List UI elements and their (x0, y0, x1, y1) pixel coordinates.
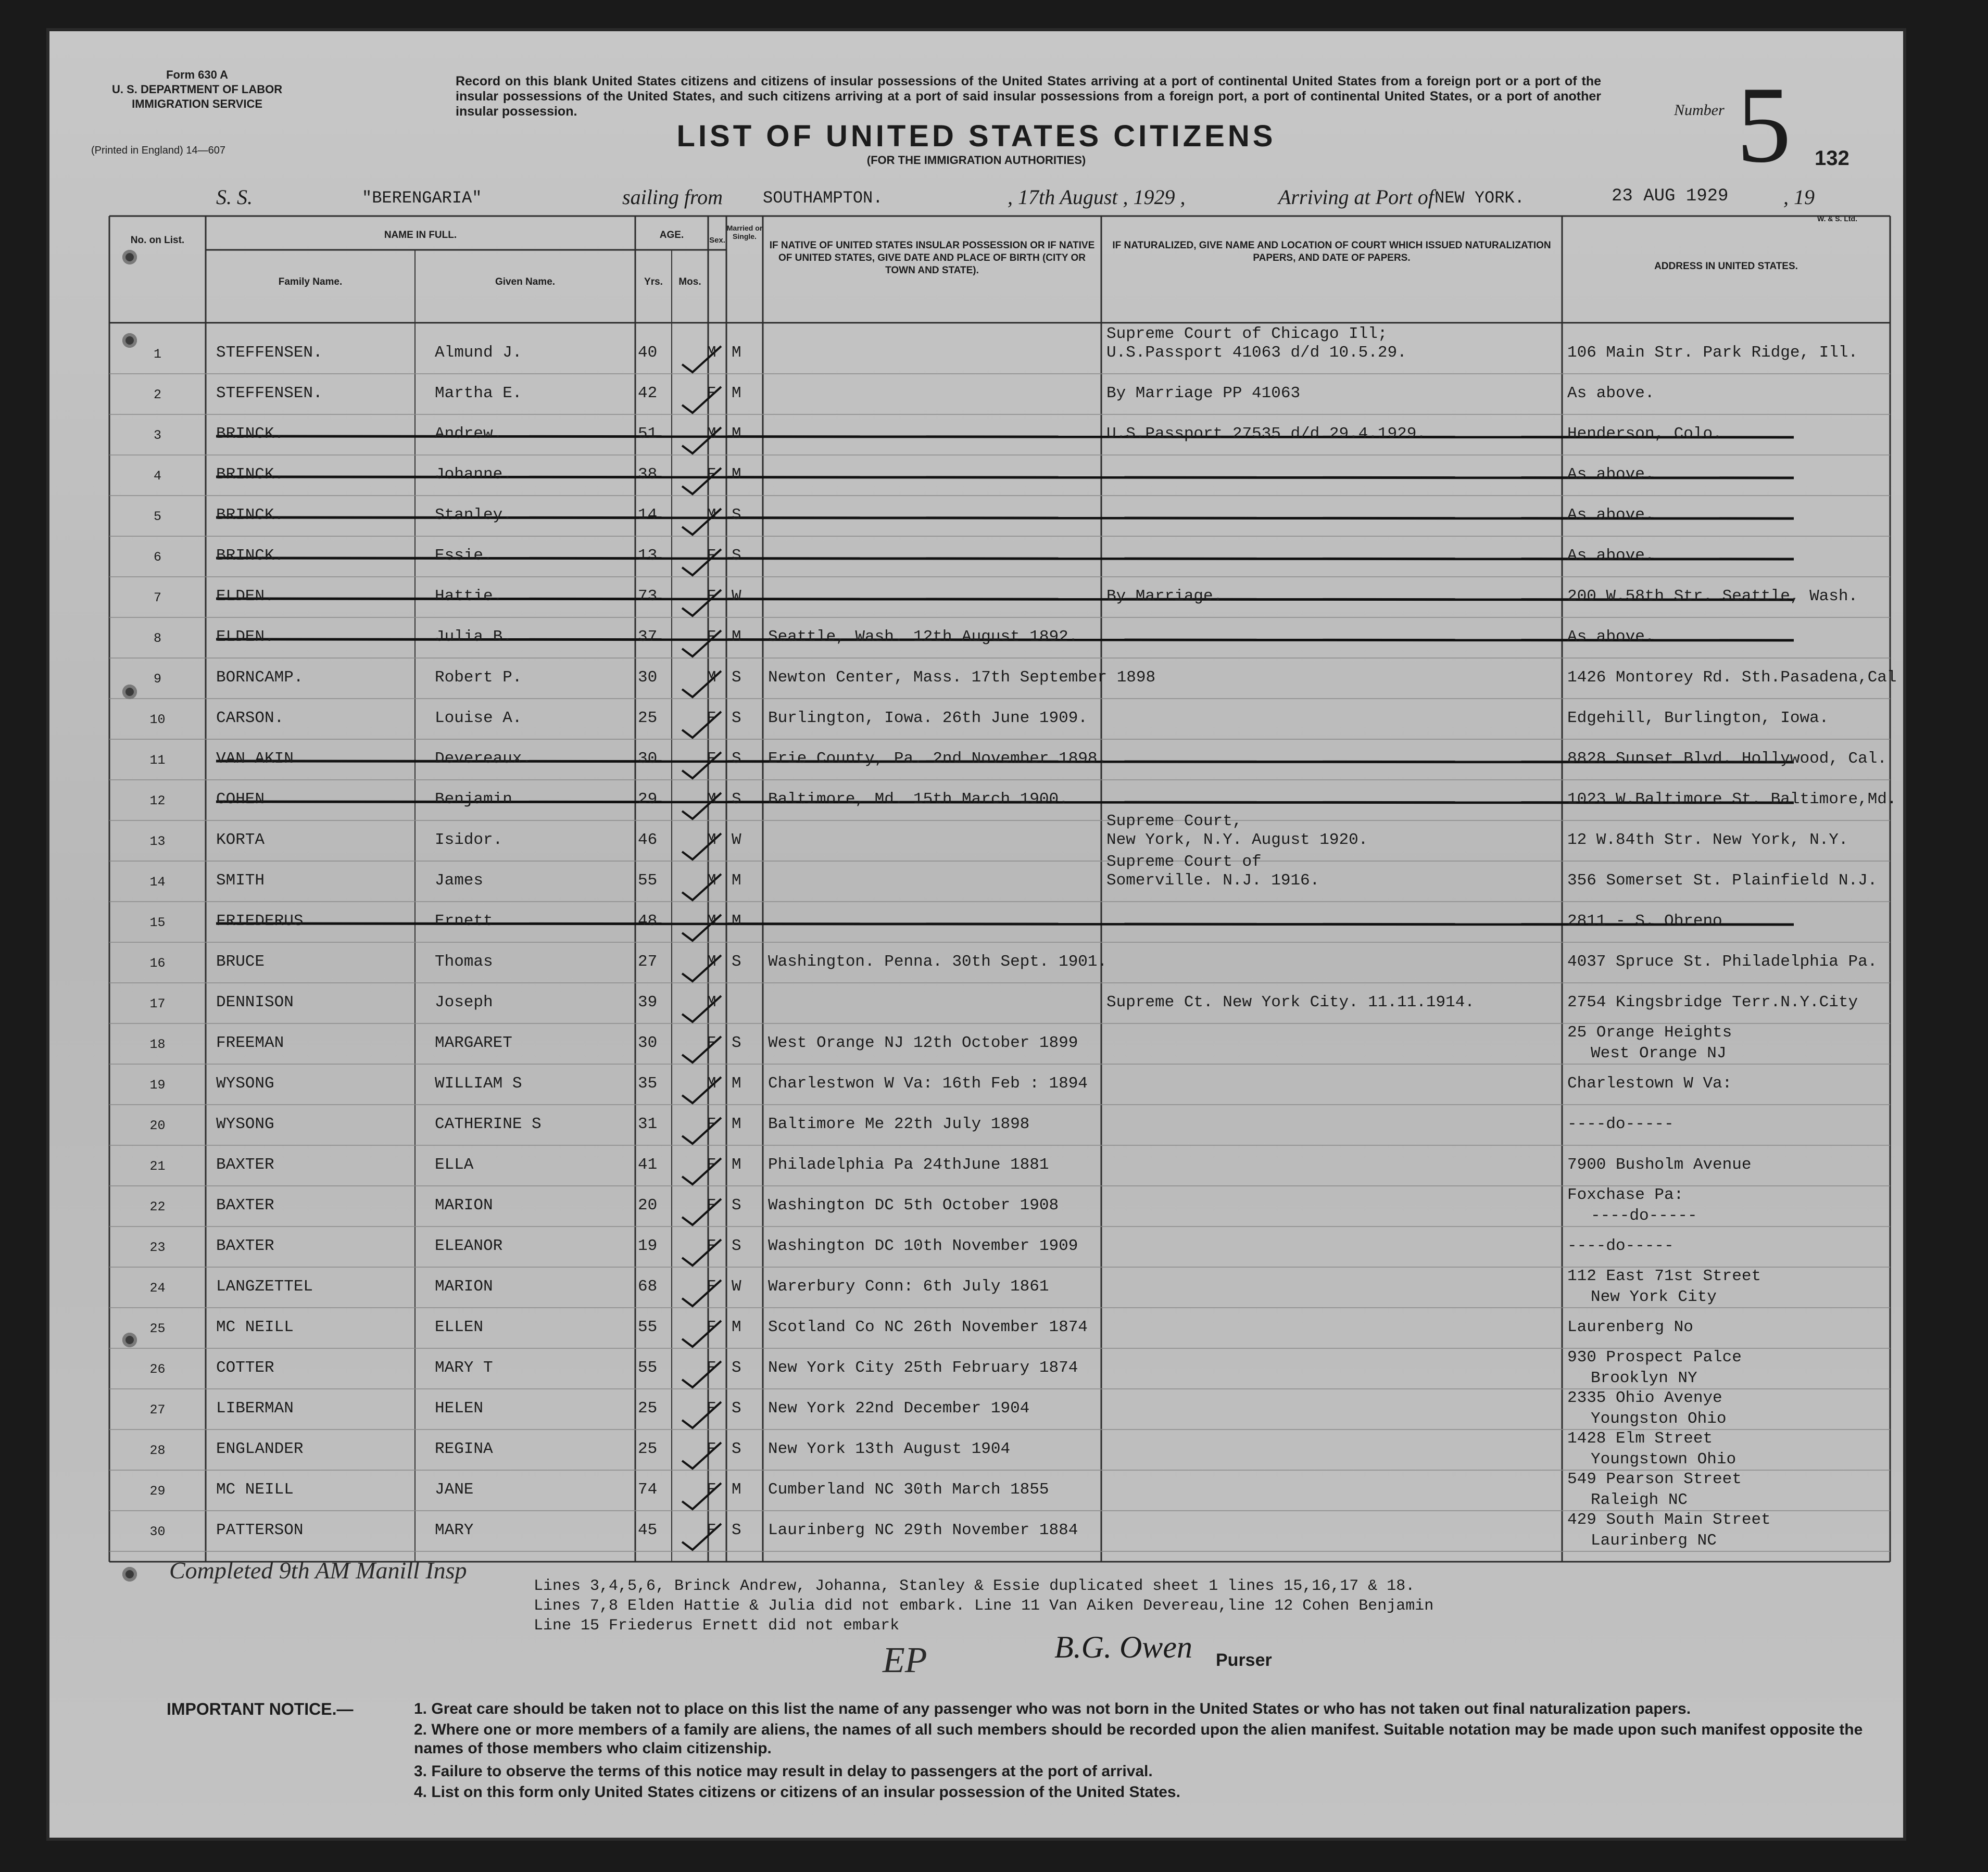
birth-place-date: Washington DC 5th October 1908 (768, 1196, 1059, 1215)
given-name: HELEN (435, 1399, 484, 1418)
marital-status: M (732, 912, 741, 930)
form-department: U. S. DEPARTMENT OF LABOR (112, 83, 283, 96)
row-number: 11 (149, 753, 166, 768)
family-name: COHEN (216, 790, 265, 808)
binder-hole (122, 1333, 137, 1347)
given-name: Stanley. (435, 506, 512, 524)
row-number: 2 (153, 387, 161, 402)
birth-place-date: Philadelphia Pa 24thJune 1881 (768, 1156, 1049, 1174)
family-name: CARSON. (216, 709, 284, 727)
marital-status: S (732, 1196, 741, 1215)
marital-status: S (732, 953, 741, 971)
sex: F (707, 1481, 716, 1499)
marital-status: S (732, 1034, 741, 1052)
marital-status: W (732, 1277, 741, 1296)
sex: M (707, 668, 716, 687)
given-name: ELEANOR (435, 1237, 503, 1255)
given-name: Almund J. (435, 344, 522, 362)
age-years: 27 (638, 953, 658, 971)
col-header-age: AGE. (659, 230, 684, 241)
given-name: CATHERINE S (435, 1115, 542, 1133)
naturalization-cont: Somerville. N.J. 1916. (1106, 871, 1320, 890)
naturalization: Supreme Court, (1106, 812, 1242, 830)
marital-status: M (732, 384, 741, 402)
given-name: Johanne. (435, 465, 512, 484)
marital-status: M (732, 628, 741, 646)
given-name: MARGARET (435, 1034, 512, 1052)
page-title: LIST OF UNITED STATES CITIZENS (676, 119, 1276, 153)
arrival-stamp: 23 AUG 1929 (1612, 186, 1729, 206)
family-name: MC NEILL (216, 1318, 294, 1336)
us-address: 1428 Elm Street (1567, 1430, 1713, 1448)
age-years: 55 (638, 871, 658, 890)
family-name: BAXTER (216, 1196, 274, 1215)
age-years: 29 (638, 790, 658, 808)
birth-place-date: Washington. Penna. 30th Sept. 1901. (768, 953, 1108, 971)
marital-status: M (732, 425, 741, 443)
row-number: 5 (153, 509, 161, 524)
us-address: 200 W.58th Str. Seattle, Wash. (1567, 587, 1858, 605)
us-address: As above. (1567, 547, 1655, 565)
us-address: Henderson, Colo. (1567, 425, 1722, 443)
given-name: Ernett (435, 912, 493, 930)
row-number: 12 (149, 793, 166, 808)
sex: F (707, 1440, 716, 1458)
naturalization: Supreme Ct. New York City. 11.11.1914. (1106, 993, 1475, 1011)
age-years: 68 (638, 1277, 658, 1296)
age-years: 55 (638, 1318, 658, 1336)
age-years: 37 (638, 628, 658, 646)
row-number: 1 (153, 347, 161, 362)
binder-hole (122, 1567, 137, 1582)
given-name: Devereaux. (435, 750, 532, 768)
marital-status: S (732, 1399, 741, 1418)
age-years: 45 (638, 1521, 658, 1539)
row-number: 18 (149, 1037, 166, 1052)
sex: F (707, 1318, 716, 1336)
age-years: 31 (638, 1115, 658, 1133)
us-address: Foxchase Pa: (1567, 1186, 1684, 1204)
birth-place-date: Warerbury Conn: 6th July 1861 (768, 1277, 1049, 1296)
marital-status: S (732, 790, 741, 808)
family-name: BRINCK. (216, 425, 284, 443)
birth-place-date: Laurinberg NC 29th November 1884 (768, 1521, 1078, 1539)
col-header-yrs: Yrs. (644, 276, 663, 287)
row-number: 16 (149, 956, 166, 971)
us-address-cont: West Orange NJ (1591, 1044, 1727, 1063)
col-header-family: Family Name. (278, 276, 343, 287)
marital-status: M (732, 1156, 741, 1174)
us-address: 429 South Main Street (1567, 1511, 1771, 1529)
birth-place-date: Burlington, Iowa. 26th June 1909. (768, 709, 1088, 727)
age-years: 39 (638, 993, 658, 1011)
age-years: 13 (638, 547, 658, 565)
marital-status: M (732, 1074, 741, 1093)
sex: M (707, 344, 716, 362)
us-address: Charlestown W Va: (1567, 1074, 1732, 1093)
family-name: BAXTER (216, 1156, 274, 1174)
family-name: FRIEDERUS (216, 912, 304, 930)
notice-item: 1. Great care should be taken not to place on this list the name of any passenger who was not born in the United States or who has not taken out final naturalization papers. (414, 1700, 1691, 1717)
col-header-married: Married or Single. (726, 224, 763, 241)
family-name: SMITH (216, 871, 265, 890)
age-years: 35 (638, 1074, 658, 1093)
age-years: 25 (638, 1399, 658, 1418)
marital-status: S (732, 1440, 741, 1458)
sex: M (707, 831, 716, 849)
sailing-from-label: sailing from (622, 185, 723, 209)
given-name: MARION (435, 1196, 493, 1215)
us-address: As above. (1567, 628, 1655, 646)
given-name: Julia B. (435, 628, 512, 646)
arriving-label: Arriving at Port of (1278, 185, 1434, 209)
given-name: ELLEN (435, 1318, 484, 1336)
sex: F (707, 750, 716, 768)
given-name: Martha E. (435, 384, 522, 402)
given-name: MARY (435, 1521, 474, 1539)
us-address: As above. (1567, 465, 1655, 484)
age-years: 25 (638, 1440, 658, 1458)
marital-status: S (732, 506, 741, 524)
family-name: FREEMAN (216, 1034, 284, 1052)
col-header-address: ADDRESS IN UNITED STATES. (1654, 261, 1798, 272)
us-address-cont: New York City (1591, 1288, 1717, 1306)
form-number: Form 630 A (166, 68, 229, 81)
sex: M (707, 790, 716, 808)
us-address: 549 Pearson Street (1567, 1470, 1742, 1488)
page-subtitle: (FOR THE IMMIGRATION AUTHORITIES) (866, 154, 1086, 167)
sex: F (707, 384, 716, 402)
age-years: 19 (638, 1237, 658, 1255)
family-name: WYSONG (216, 1074, 274, 1093)
sex: M (707, 953, 716, 971)
family-name: BAXTER (216, 1237, 274, 1255)
age-years: 41 (638, 1156, 658, 1174)
handwritten-initials: EP (883, 1640, 927, 1680)
birth-place-date: New York 22nd December 1904 (768, 1399, 1030, 1418)
family-name: STEFFENSEN. (216, 344, 323, 362)
us-address: 4037 Spruce St. Philadelphia Pa. (1567, 953, 1878, 971)
marital-status: S (732, 1359, 741, 1377)
row-number: 4 (153, 469, 161, 484)
age-years: 30 (638, 750, 658, 768)
us-address: ----do----- (1567, 1237, 1674, 1255)
family-name: STEFFENSEN. (216, 384, 323, 402)
sex: F (707, 1277, 716, 1296)
row-number: 30 (149, 1524, 166, 1539)
row-number: 15 (149, 915, 166, 930)
naturalization: By Marriage. (1106, 587, 1223, 605)
us-address-cont: Raleigh NC (1591, 1491, 1688, 1509)
age-years: 42 (638, 384, 658, 402)
marital-status: M (732, 1318, 741, 1336)
year-suffix: , 19 (1783, 185, 1815, 209)
us-address: As above. (1567, 506, 1655, 524)
us-address: Laurenberg No (1567, 1318, 1693, 1336)
sex: F (707, 547, 716, 565)
sex: F (707, 587, 716, 605)
row-number: 17 (149, 996, 166, 1011)
birth-place-date: Scotland Co NC 26th November 1874 (768, 1318, 1088, 1336)
sex: M (707, 912, 716, 930)
age-years: 30 (638, 668, 658, 687)
sex: M (707, 871, 716, 890)
age-years: 51 (638, 425, 658, 443)
us-address: 1023 W.Baltimore St. Baltimore,Md. (1567, 790, 1897, 808)
marital-status: M (732, 1115, 741, 1133)
birth-place-date: New York 13th August 1904 (768, 1440, 1011, 1458)
family-name: ELDEN. (216, 628, 274, 646)
col-header-given: Given Name. (495, 276, 556, 287)
family-name: ELDEN. (216, 587, 274, 605)
birth-place-date: Seattle, Wash. 12th August 1892. (768, 628, 1078, 646)
given-name: Hattie. (435, 587, 503, 605)
us-address-cont: ----do----- (1591, 1207, 1697, 1225)
marital-status: M (732, 465, 741, 484)
family-name: MC NEILL (216, 1481, 294, 1499)
sex: F (707, 1521, 716, 1539)
sex: F (707, 1359, 716, 1377)
sex: M (707, 1074, 716, 1093)
sex: F (707, 1196, 716, 1215)
row-number: 9 (153, 672, 161, 687)
sex: M (707, 506, 716, 524)
given-name: Andrew. (435, 425, 503, 443)
sex: M (707, 993, 716, 1011)
us-address: As above. (1567, 384, 1655, 402)
given-name: JANE (435, 1481, 474, 1499)
us-address: 25 Orange Heights (1567, 1023, 1732, 1042)
age-years: 40 (638, 344, 658, 362)
row-number: 20 (149, 1118, 166, 1133)
col-header-number: No. on List. (130, 235, 185, 246)
us-address: 2335 Ohio Avenye (1567, 1389, 1722, 1407)
marital-status: S (732, 668, 741, 687)
given-name: ELLA (435, 1156, 474, 1174)
family-name: DENNISON (216, 993, 294, 1011)
family-name: BRINCK. (216, 506, 284, 524)
family-name: BRINCK. (216, 465, 284, 484)
given-name: Isidor. (435, 831, 503, 849)
sex: M (707, 425, 716, 443)
marital-status: S (732, 547, 741, 565)
row-number: 13 (149, 834, 166, 849)
family-name: BRUCE (216, 953, 265, 971)
age-years: 20 (638, 1196, 658, 1215)
notice-item: 4. List on this form only United States citizens or citizens of an insular possession of the United States. (414, 1784, 1180, 1801)
marital-status: S (732, 750, 741, 768)
page-number: 132 (1815, 147, 1849, 170)
purser-label: Purser (1216, 1650, 1272, 1670)
footnote-line: Lines 3,4,5,6, Brinck Andrew, Johanna, Stanley & Essie duplicated sheet 1 lines 15,16,17 & 18. (534, 1577, 1415, 1595)
printed-in-england: (Printed in England) 14—607 (91, 145, 225, 156)
family-name: BRINCK. (216, 547, 284, 565)
given-name: MARY T (435, 1359, 493, 1377)
record-instructions: Record on this blank United States citizens and citizens of insular possessions of the United States arriving at a port of continental United States from a foreign port or a port of the insular possessions of the United States, and such citizens arriving at a port of said insular possessions from a foreign port, a port of continental United States, or a port of another insular possession. (456, 74, 1601, 119)
ship-prefix: S. S. (216, 185, 253, 209)
us-address: 1426 Montorey Rd. Sth.Pasadena,Cal (1567, 668, 1897, 687)
sex: F (707, 1156, 716, 1174)
age-years: 48 (638, 912, 658, 930)
row-number: 22 (149, 1199, 166, 1215)
row-number: 23 (149, 1240, 166, 1255)
us-address: 2811 - S. Obreno (1567, 912, 1722, 930)
row-number: 7 (153, 590, 161, 605)
us-address-cont: Youngstown Ohio (1591, 1450, 1737, 1469)
given-name: Essie. (435, 547, 493, 565)
us-address: 106 Main Str. Park Ridge, Ill. (1567, 344, 1858, 362)
given-name: Joseph (435, 993, 493, 1011)
col-header-birthplace: IF NATIVE OF UNITED STATES INSULAR POSSESSION OR IF NATIVE OF UNITED STATES, GIVE DATE AND PLACE OF BIRTH (CITY OR TOWN AND STATE). (769, 240, 1095, 276)
marital-status: M (732, 871, 741, 890)
row-number: 24 (149, 1281, 166, 1296)
row-number: 27 (149, 1402, 166, 1418)
us-address-cont: Laurinberg NC (1591, 1532, 1717, 1550)
binder-hole (122, 685, 137, 699)
birth-place-date: Washington DC 10th November 1909 (768, 1237, 1078, 1255)
age-years: 30 (638, 1034, 658, 1052)
purser-signature: B.G. Owen (1054, 1630, 1192, 1664)
family-name: VAN AKIN (216, 750, 294, 768)
departure-port: SOUTHAMPTON. (763, 188, 883, 208)
footnote-line: Lines 7,8 Elden Hattie & Julia did not embark. Line 11 Van Aiken Devereau,line 12 Cohen Benjamin (534, 1597, 1434, 1615)
marital-status: W (732, 587, 741, 605)
footnote-line: Line 15 Friederus Ernett did not embark (534, 1617, 900, 1635)
naturalization: Supreme Court of (1106, 853, 1262, 871)
sex: F (707, 709, 716, 727)
family-name: LIBERMAN (216, 1399, 294, 1418)
family-name: ENGLANDER (216, 1440, 304, 1458)
margin-annotation: Completed 9th AM Manill Insp (169, 1557, 467, 1584)
marital-status: S (732, 1521, 741, 1539)
given-name: Robert P. (435, 668, 522, 687)
us-address: 8828 Sunset Blvd. Hollywood, Cal. (1567, 750, 1887, 768)
col-header-sex: Sex. (709, 236, 725, 245)
age-years: 55 (638, 1359, 658, 1377)
row-number: 6 (153, 550, 161, 565)
binder-hole (122, 333, 137, 348)
marital-status: S (732, 1237, 741, 1255)
family-name: KORTA (216, 831, 265, 849)
col-header-naturalization: IF NATURALIZED, GIVE NAME AND LOCATION OF COURT WHICH ISSUED NATURALIZATION PAPERS, AND DATE OF PAPERS. (1112, 240, 1551, 263)
family-name: COTTER (216, 1359, 274, 1377)
age-years: 73 (638, 587, 658, 605)
row-number: 10 (149, 712, 166, 727)
row-number: 21 (149, 1159, 166, 1174)
naturalization: By Marriage PP 41063 (1106, 384, 1301, 402)
birth-place-date: Baltimore, Md. 15th March 1900. (768, 790, 1068, 808)
naturalization-cont: New York, N.Y. August 1920. (1106, 831, 1368, 849)
birth-place-date: Cumberland NC 30th March 1855 (768, 1481, 1049, 1499)
notice-item: 3. Failure to observe the terms of this notice may result in delay to passengers at the port of arrival. (414, 1763, 1153, 1780)
sex: F (707, 1034, 716, 1052)
age-years: 25 (638, 709, 658, 727)
birth-place-date: Charlestwon W Va: 16th Feb : 1894 (768, 1074, 1088, 1093)
naturalization: Supreme Court of Chicago Ill; (1106, 325, 1388, 343)
us-address: 356 Somerset St. Plainfield N.J. (1567, 871, 1878, 890)
given-name: WILLIAM S (435, 1074, 522, 1093)
given-name: James (435, 871, 484, 890)
given-name: Benjamin (435, 790, 512, 808)
printer-mark: W. & S. Ltd. (1817, 214, 1857, 223)
us-address: ----do----- (1567, 1115, 1674, 1133)
ship-name: "BERENGARIA" (362, 188, 482, 208)
us-address: 12 W.84th Str. New York, N.Y. (1567, 831, 1848, 849)
row-number: 3 (153, 428, 161, 443)
us-address: 2754 Kingsbridge Terr.N.Y.City (1567, 993, 1858, 1011)
given-name: REGINA (435, 1440, 493, 1458)
row-number: 28 (149, 1443, 166, 1458)
family-name: WYSONG (216, 1115, 274, 1133)
row-number: 25 (149, 1321, 166, 1336)
marital-status: W (732, 831, 741, 849)
binder-hole (122, 250, 137, 264)
us-address: Edgehill, Burlington, Iowa. (1567, 709, 1829, 727)
family-name: PATTERSON (216, 1521, 304, 1539)
us-address: 112 East 71st Street (1567, 1267, 1761, 1285)
us-address-cont: Brooklyn NY (1591, 1369, 1697, 1387)
age-years: 38 (638, 465, 658, 484)
age-years: 74 (638, 1481, 658, 1499)
footnote (534, 1576, 1433, 1636)
naturalization-cont: U.S.Passport 41063 d/d 10.5.29. (1106, 344, 1407, 362)
age-years: 14 (638, 506, 658, 524)
number-label: Number (1674, 102, 1725, 119)
marital-status: M (732, 344, 741, 362)
sex: F (707, 465, 716, 484)
col-header-mos: Mos. (678, 276, 701, 287)
us-address: 7900 Busholm Avenue (1567, 1156, 1752, 1174)
row-number: 14 (149, 875, 166, 890)
sex: F (707, 1399, 716, 1418)
col-header-name: NAME IN FULL. (384, 230, 457, 241)
family-name: LANGZETTEL (216, 1277, 313, 1296)
sheet-number: 5 (1737, 65, 1791, 185)
row-number: 19 (149, 1078, 166, 1093)
sex: F (707, 1115, 716, 1133)
naturalization: U.S.Passport 27535 d/d 29.4.1929. (1106, 425, 1426, 443)
row-number: 8 (153, 631, 161, 646)
given-name: Louise A. (435, 709, 522, 727)
marital-status: S (732, 709, 741, 727)
marital-status: M (732, 1481, 741, 1499)
us-address: 930 Prospect Palce (1567, 1348, 1742, 1367)
sex: F (707, 628, 716, 646)
form-service: IMMIGRATION SERVICE (132, 97, 263, 110)
arrival-port: NEW YORK. (1435, 188, 1525, 208)
sex: F (707, 1237, 716, 1255)
notice-item: 2. Where one or more members of a family are aliens, the names of all such members should be recorded upon the alien manifest. Suitable notation may be made upon such manifest opposite the names of those members who claim citizenship. (414, 1721, 1863, 1757)
row-number: 29 (149, 1484, 166, 1499)
manifest-sheet (49, 31, 1903, 1838)
given-name: Thomas (435, 953, 493, 971)
age-years: 46 (638, 831, 658, 849)
birth-place-date: New York City 25th February 1874 (768, 1359, 1078, 1377)
notice-label: IMPORTANT NOTICE.— (167, 1700, 354, 1718)
birth-place-date: Baltimore Me 22th July 1898 (768, 1115, 1030, 1133)
birth-place-date: Newton Center, Mass. 17th September 1898 (768, 668, 1156, 687)
departure-date: , 17th August , 1929 , (1008, 185, 1186, 209)
birth-place-date: Erie County, Pa. 2nd November 1898. (768, 750, 1108, 768)
family-name: BORNCAMP. (216, 668, 304, 687)
us-address-cont: Youngston Ohio (1591, 1410, 1727, 1428)
row-number: 26 (149, 1362, 166, 1377)
given-name: MARION (435, 1277, 493, 1296)
birth-place-date: West Orange NJ 12th October 1899 (768, 1034, 1078, 1052)
